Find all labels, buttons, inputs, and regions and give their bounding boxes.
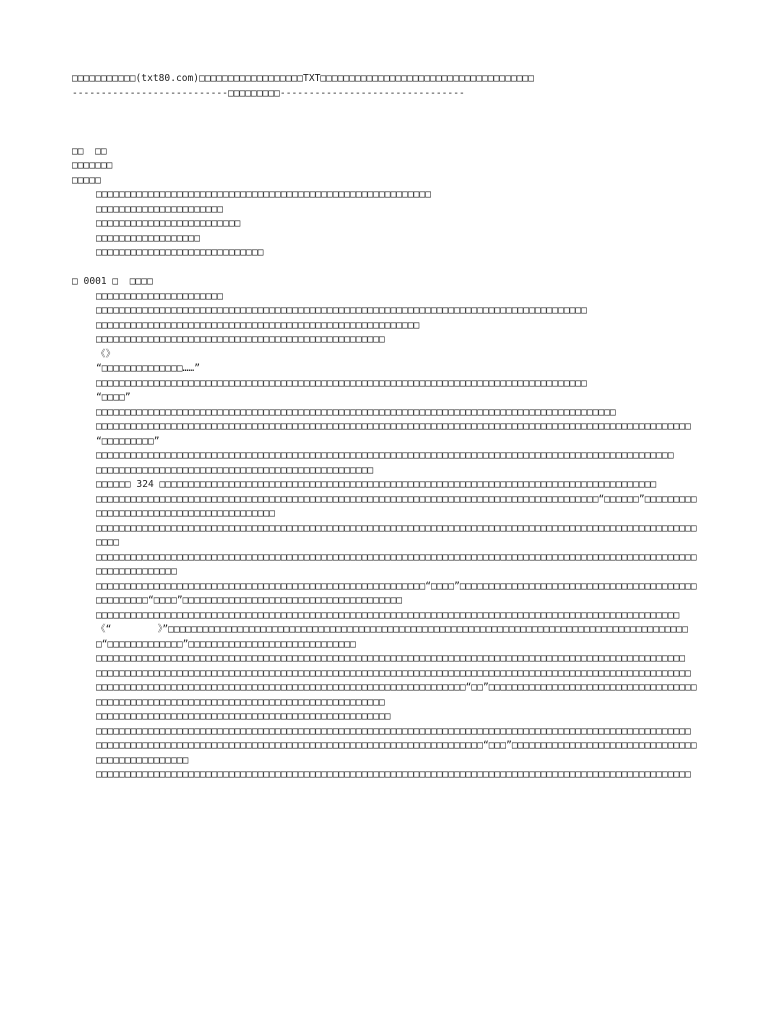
intro-section bbox=[72, 145, 702, 261]
chapter-section bbox=[72, 275, 702, 783]
chapter-paragraph: □□□□□□□□□□□□□□□□□□□□□□□□□□□□□□□□□□□□□□□□□□□□□□□□□□□□□□□□□□□□□□□□□□□“□□□”□□□□□□□□□□□□□□□□□□□□□□□□□□□□□□□□□□□□□□□□□□□□□□□□ bbox=[96, 740, 697, 766]
chapter-paragraph: □□□□□□□□□□□□□□□□□□□□□□□□□□□□□□□□□□□□□□□□□□□□□□□□□□□□□□□□□□□□□□□□“□□”□□□□□□□□□□□□□□□□□□□□□□□□□□□□□□□□□□□□□□□□□□□□□□□□□□□□□□□□□□□□□□□□□□□□□□□□□□□□□□□□□□□□□□ bbox=[96, 682, 697, 708]
chapter-paragraph: □□□□□□□□□□□□□□□□□□□□□□□□□□□□□□□□□□□□□□□□□□□□□□□□□□□□□□□□□□□□□□□□□□□□□□□□□□□□□□□□□□□□□□□“□□□□□□”□□□□□□□□□□□□□□□□□□□□□□□□□□□□□□□□□□□□□□□□ bbox=[96, 493, 697, 519]
chapter-paragraph: □□□□□□□□□□□□□□□□□□□□□□□□□□□□□□□□□□□□□□□□□□□□□□□□□□□□□□□□ bbox=[96, 319, 420, 331]
chapter-paragraph: “□□□□□□□□□□□□□□……” bbox=[96, 363, 200, 374]
chapter-paragraph: 《“ 》”□□□□□□□□□□□□□□□□□□□□□□□□□□□□□□□□□□□□□□□□□□□□□□□□□□□□□□□□□□□□□□□□□□□□□□□□□□□□□□□□□□□□□□□□□□□“□□□□□□□□□□□□□”□□□□□□□□□□□□□□□□□□□□□□□□□□□□□ bbox=[96, 624, 688, 650]
chapter-paragraph: □□□□□□□□□□□□□□□□□□□□□□□□□□□□□□□□□□□□□□□□□□□□□□□□□□□□□□□□□□□□□□□□□□□□□□□□□□□□□□□□□□□□□□□□□□ bbox=[96, 406, 616, 418]
chapter-paragraph: □□□□□□□□□□□□□□□□□□□□□□□□□□□□□□□□□□□□□□□□□□□□□□□□□□□□□□□□□“□□□□”□□□□□□□□□□□□□□□□□□□□□□□□□□□□□□□□□□□□□□□□□□□□□□□□□□“□□□□”□□□□□□□□□□□□□□□□□□□□□□□□□□□□□□□□□□□□□□ bbox=[96, 580, 697, 606]
intro-line: □□□□□ bbox=[72, 174, 101, 186]
spacer bbox=[72, 101, 702, 116]
chapter-paragraph: □□□□□□□□□□□□□□□□□□□□□□□□□□□□□□□□□□□□□□□□□□□□□□□□□□□ bbox=[96, 711, 391, 722]
chapter-paragraph: □□□□□□□□□□□□□□□□□□□□□□□□□□□□□□□□□□□□□□□□□□□□□□□□□□□□□□□□□□□□□□□□□□□□□□□□□□□□□□□□□□□□□□□□□□□□□□□□□□□□□□□ bbox=[96, 421, 691, 432]
chapter-paragraph: □□□□□□ 324 □□□□□□□□□□□□□□□□□□□□□□□□□□□□□□□□□□□□□□□□□□□□□□□□□□□□□□□□□□□□□□□□□□□□□□□□□□□□□□□□□□□□□□ bbox=[96, 479, 657, 490]
chapter-paragraph: □□□□□□□□□□□□□□□□□□□□□□□□□□□□□□□□□□□□□□□□□□□□□□□□□□□□□□□□□□□□□□□□□□□□□□□□□□□□□□□□□□□□□□□□□□□□□□□□□□□□□□□ bbox=[96, 769, 691, 780]
intro-line: □□□□□□□ bbox=[72, 160, 113, 171]
spacer bbox=[72, 261, 702, 276]
divider-line: ---------------------------□□□□□□□□□-------------------------------- bbox=[72, 87, 465, 99]
summary-line: □□□□□□□□□□□□□□□□□□□□□□□□□□□□□□□□□□□□□□□□□□□□□□□□□□□□□□□□□□ bbox=[96, 189, 432, 200]
chapter-paragraph: □□□□□□□□□□□□□□□□□□□□□□□□□□□□□□□□□□□□□□□□□□□□□□□□□□□□□□□□□□□□□□□□□□□□□□□□□□□□□□□□□□□□□□□□□□□□□□□□□□□□□□□□□□□□ bbox=[96, 522, 697, 548]
intro-title: □□ □□ bbox=[72, 145, 107, 157]
chapter-paragraph: 《》 bbox=[96, 348, 116, 360]
chapter-paragraph: □□□□□□□□□□□□□□□□□□□□□□□□□□□□□□□□□□□□□□□□□□□□□□□□□□□□□□□□□□□□□□□□□□□□□□□□□□□□□□□□□□□□□□□□□□□□□□□□□□□□□ bbox=[96, 609, 680, 621]
chapter-body bbox=[72, 290, 702, 783]
chapter-paragraph: □□□□□□□□□□□□□□□□□□□□□□□□□□□□□□□□□□□□□□□□□□□□□□□□□□□□□□□□□□□□□□□□□□□□□□□□□□□□□□□□□□□□□□□□□□□□□□□□□□□□□□□□□□□□□□□□□□□□□□ bbox=[96, 551, 697, 577]
summary-line: □□□□□□□□□□□□□□□□□□□□□□ bbox=[96, 203, 224, 215]
chapter-paragraph: □□□□□□□□□□□□□□□□□□□□□□□□□□□□□□□□□□□□□□□□□□□□□□□□□□□□□□□□□□□□□□□□□□□□□□□□□□□□□□□□□□□□□ bbox=[96, 377, 587, 389]
chapter-paragraph: □□□□□□□□□□□□□□□□□□□□□□□□□□□□□□□□□□□□□□□□□□□□□□□□□□□□□□□□□□□□□□□□□□□□□□□□□□□□□□□□□□□□□□□□□□□□□□□□□□□□□□ bbox=[96, 653, 686, 664]
chapter-paragraph: □□□□□□□□□□□□□□□□□□□□□□□□□□□□□□□□□□□□□□□□□□□□□□□□□□□□□□□□□□□□□□□□□□□□□□□□□□□□□□□□□□□□□□□□□□□□□□□□□□□□ bbox=[96, 450, 674, 461]
chapter-paragraph: □□□□□□□□□□□□□□□□□□□□□□□□□□□□□□□□□□□□□□□□□□□□□□□□ bbox=[96, 464, 374, 476]
chapter-paragraph: □□□□□□□□□□□□□□□□□□□□□□□□□□□□□□□□□□□□□□□□□□□□□□□□□□□□□□□□□□□□□□□□□□□□□□□□□□□□□□□□□□□□□□□□□□□□□□□□□□□□□□□ bbox=[96, 725, 691, 737]
chapter-paragraph: □□□□□□□□□□□□□□□□□□□□□□□□□□□□□□□□□□□□□□□□□□□□□□□□□□ bbox=[96, 334, 385, 345]
summary-line: □□□□□□□□□□□□□□□□□□ bbox=[96, 232, 200, 244]
summary-line: □□□□□□□□□□□□□□□□□□□□□□□□□□□□□ bbox=[96, 247, 264, 258]
summary-line: □□□□□□□□□□□□□□□□□□□□□□□□□ bbox=[96, 218, 241, 229]
chapter-paragraph: □□□□□□□□□□□□□□□□□□□□□□□□□□□□□□□□□□□□□□□□□□□□□□□□□□□□□□□□□□□□□□□□□□□□□□□□□□□□□□□□□□□□□□□□□□□□□□□□□□□□□□□ bbox=[96, 667, 691, 679]
chapter-paragraph: “□□□□” bbox=[96, 392, 131, 403]
chapter-heading: □ 0001 □ □□□□ bbox=[72, 276, 153, 287]
chapter-paragraph: “□□□□□□□□□” bbox=[96, 435, 160, 447]
spacer bbox=[72, 116, 702, 131]
chapter-paragraph: □□□□□□□□□□□□□□□□□□□□□□□□□□□□□□□□□□□□□□□□□□□□□□□□□□□□□□□□□□□□□□□□□□□□□□□□□□□□□□□□□□□□□ bbox=[96, 305, 587, 316]
source-line: □□□□□□□□□□□(txt80.com)□□□□□□□□□□□□□□□□□□TXT□□□□□□□□□□□□□□□□□□□□□□□□□□□□□□□□□□□□□ bbox=[72, 73, 535, 84]
spacer bbox=[72, 130, 702, 145]
document-page bbox=[72, 72, 702, 783]
chapter-paragraph: □□□□□□□□□□□□□□□□□□□□□□ bbox=[96, 290, 224, 302]
